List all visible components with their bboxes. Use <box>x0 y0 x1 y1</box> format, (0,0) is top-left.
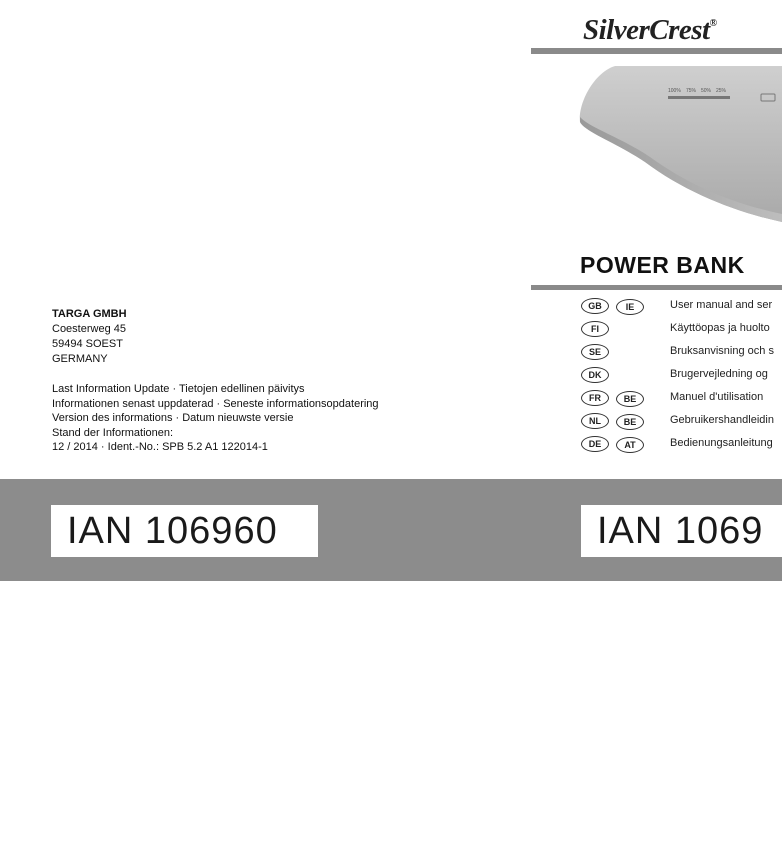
power-bank-image <box>575 62 782 222</box>
country-badge: GB <box>581 298 609 314</box>
country-badge: AT <box>616 437 644 453</box>
info-line: Stand der Informationen: <box>52 426 174 439</box>
language-label: Bruksanvisning och s <box>670 345 774 357</box>
brand-name: SilverCrest <box>583 14 710 46</box>
language-label: Käyttöopas ja huolto <box>670 322 770 334</box>
info-line: Version des informations · Datum nieuwste versie <box>52 412 294 424</box>
language-row-de <box>581 434 773 454</box>
info-line: Informationen senast uppdaterad · Seneste informationsopdatering <box>52 397 379 410</box>
language-row-gb <box>581 296 773 316</box>
ian-number-right: IAN 1069 <box>581 505 782 557</box>
language-label: Manuel d'utilisation <box>670 391 764 403</box>
indicator-led-strip <box>668 96 730 99</box>
language-label: Gebruikershandleidin <box>670 414 774 426</box>
indicator-label: 50% <box>701 88 712 94</box>
city: 59494 SOEST <box>52 338 123 350</box>
language-row-dk <box>581 365 768 385</box>
manufacturer-address <box>52 307 127 367</box>
language-label: Bedienungsanleitung <box>670 437 773 449</box>
country-badge: BE <box>616 414 644 430</box>
language-row-fi <box>581 319 770 339</box>
language-row-nl <box>581 411 774 431</box>
street: Coesterweg 45 <box>52 323 126 335</box>
language-row-fr <box>581 388 764 408</box>
country: GERMANY <box>52 353 108 365</box>
indicator-label: 25% <box>716 88 727 94</box>
title-divider <box>531 285 782 290</box>
indicator-label: 75% <box>686 88 697 94</box>
country-badge: IE <box>616 299 644 315</box>
info-line: Last Information Update · Tietojen edellinen päivitys <box>52 383 305 395</box>
top-divider <box>531 48 782 54</box>
ian-number-left: IAN 106960 <box>51 505 318 557</box>
language-label: Brugervejledning og <box>670 368 768 380</box>
country-badge: FR <box>581 390 609 406</box>
registered-mark: ® <box>709 18 717 29</box>
country-badge: DK <box>581 367 609 383</box>
company-name: TARGA GMBH <box>52 308 127 320</box>
country-badge: DE <box>581 436 609 452</box>
country-badge: BE <box>616 391 644 407</box>
info-line: 12 / 2014 · Ident.-No.: SPB 5.2 A1 122014-1 <box>52 441 268 453</box>
country-badge: FI <box>581 321 609 337</box>
language-row-se <box>581 342 774 362</box>
product-title: POWER BANK <box>580 252 745 278</box>
brand-logo <box>583 14 717 47</box>
country-badge: NL <box>581 413 609 429</box>
information-update-block <box>52 382 379 455</box>
country-badge: SE <box>581 344 609 360</box>
indicator-label: 100% <box>668 88 681 94</box>
language-label: User manual and ser <box>670 299 773 311</box>
